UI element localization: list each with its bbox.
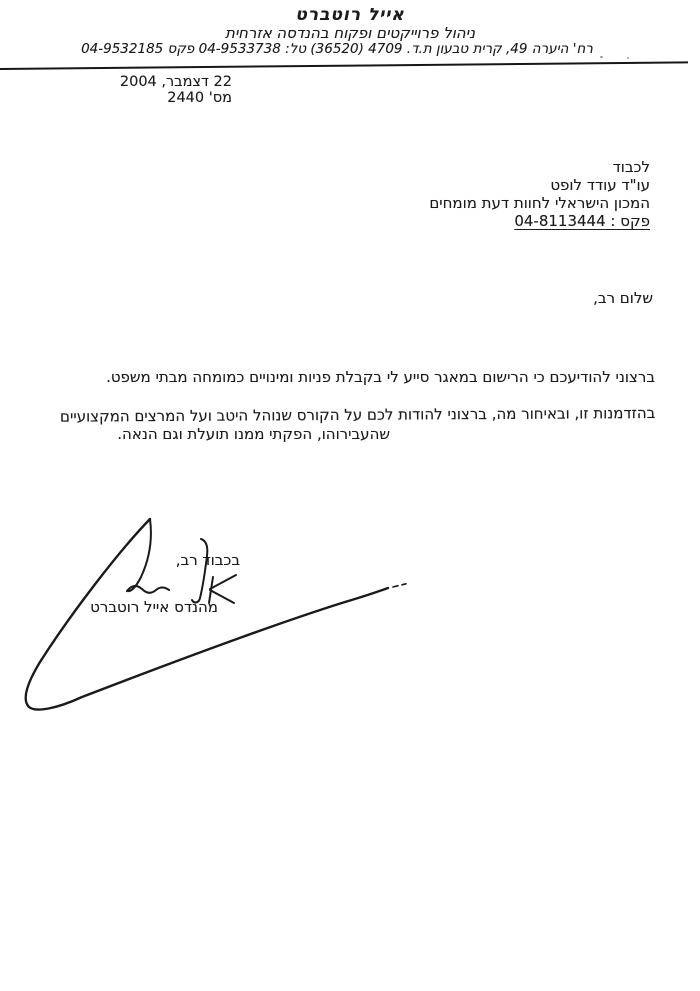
handwritten-signature-icon [0,500,410,730]
greeting-line: שלום רב, [593,289,653,307]
signer-name: מהנדס אייל רוטברט [90,598,218,616]
letterhead-divider-rule [0,61,688,70]
recipient-block [429,158,650,230]
letter-date: 22 דצמבר, 2004 [119,74,232,90]
letter-ref-number: מס' 2440 [167,90,232,106]
scan-speck [600,56,603,58]
body-paragraph-2-line-1: בהזדמנות זו, ובאיחור מה, ברצוני להודות לכם על הקורס שנוהל היטב ועל המרצים המקצועיים [59,404,656,426]
recipient-fax-number: פקס : 04-8113444 [514,212,650,230]
scan-speck [627,57,629,59]
body-paragraph-2-line-2: שהעבירוהו, הפקתי ממנו תועלת וגם הנאה. [117,425,390,443]
body-paragraph-1: ברצוני להודיעכם כי הרישום במאגר סייע לי בקבלת פניות ומינויים כמומחה מבתי משפט. [106,368,655,386]
letterhead-name: אייל רוטברט [295,5,405,25]
recipient-name: עו"ד עודד לופט [550,176,650,194]
closing-phrase: בכבוד רב, [175,551,240,569]
letterhead-address: רח' היערה 49, קרית טבעון ת.ד. 4709 (36520) טל: 04-9533738 פקס 04-9532185 [81,41,593,57]
letterhead-tagline: ניהול פרוייקטים ופקוח בהנדסה אזרחית [224,24,476,42]
recipient-organization: המכון הישראלי לחוות דעת מומחים [429,194,650,212]
recipient-salutation: לכבוד [612,158,650,176]
